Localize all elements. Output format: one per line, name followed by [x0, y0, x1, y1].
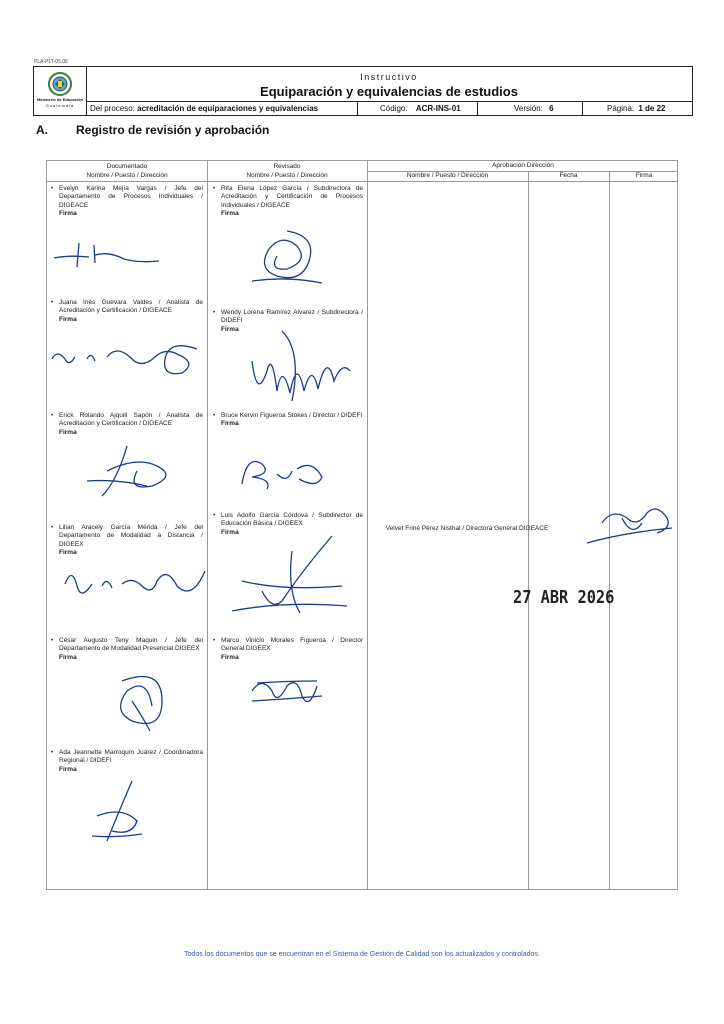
code-label: Código: [380, 104, 408, 113]
subheader-fecha: Fecha [559, 172, 578, 179]
process-value: acreditación de equiparaciones y equivalencias [137, 104, 319, 113]
revisado-entry: • Marco Vinicio Morales Figueroa / Director General DIGEEX Firma [213, 637, 363, 661]
subheader-nombre: Nombre / Puesto / Dirección [86, 172, 168, 179]
code-cell [358, 102, 478, 116]
document-header [33, 66, 693, 116]
signature-image [247, 221, 327, 291]
page-label: Página: [607, 104, 635, 113]
version-value: 6 [549, 104, 554, 113]
signature-image [247, 671, 327, 716]
revisado-entry: • Wendy Lorena Ramírez Alvarez / Subdirectora / DIDEFI Firma [213, 309, 363, 333]
signature-image [582, 493, 678, 553]
ministry-logo [34, 67, 87, 115]
signature-image [77, 776, 157, 851]
code-value: ACR-INS-01 [415, 104, 461, 113]
signature-table [46, 160, 678, 890]
signature-image [57, 556, 207, 611]
section-title-text: Registro de revisión y aprobación [76, 123, 270, 137]
signature-image [77, 441, 197, 501]
row-divider [47, 181, 677, 182]
section-heading [36, 123, 269, 137]
header-aprobacion: Aprobación Dirección [492, 162, 554, 169]
version-cell [478, 102, 583, 116]
logo-country: Guatemala [45, 103, 75, 108]
revisado-entry: • Bruce Kervin Figueroa Stokes / Director / DIDEFI Firma [213, 412, 363, 428]
document-code: PLA-PLT-05.06 [34, 59, 68, 65]
process-label: Del proceso: [90, 104, 135, 113]
document-footer: Todos los documentos que se encuentran en el Sistema de Gestión de Calidad son los actualizados y controlados. [184, 951, 540, 958]
header-revisado: Revisado [273, 163, 301, 170]
documentado-entry: • Juana Inés Guevara Valdes / Analista de Acreditación y Certificación / DIGEACE Firma [51, 299, 203, 323]
header-documentado: Documentado [106, 163, 148, 170]
page-value: 1 de 22 [638, 104, 666, 113]
page-cell [583, 102, 692, 116]
documentado-entry: • Ada Jeannette Marroquín Juárez / Coordinadora Regional / DIDEFI Firma [51, 749, 203, 773]
signature-image [242, 321, 362, 411]
signature-image [102, 661, 182, 741]
signature-image [49, 233, 179, 273]
version-label: Versión: [514, 104, 543, 113]
logo-ministry-name: Ministerio de Educación [36, 97, 83, 102]
header-info-row [86, 101, 692, 116]
documentado-entry: • Erick Rolando Ajquill Sapón / Analista de Acreditación y Certificación / DIGEACE Firma [51, 412, 203, 436]
subheader-nombre: Nombre / Puesto / Dirección [246, 172, 328, 179]
documentado-entry: • Evelyn Karina Mejía Vargas / Jefe del Departamento de Procesos Individuales / DIGEACE Firma [51, 185, 203, 217]
process-cell [86, 102, 358, 116]
section-letter: A. [36, 123, 48, 137]
document-type: Instructivo [360, 72, 418, 82]
column-divider [207, 161, 208, 889]
revisado-entry: • Rita Elena López García / Subdirectora de Acreditación y Certificación de Procesos Individuales / DIGEACE Firma [213, 185, 363, 217]
approver-name: Velvet Friné Pérez Nisthal / Directora General DIGEACE [385, 525, 549, 532]
signature-image [222, 531, 352, 621]
subheader-firma: Firma [635, 172, 653, 179]
signature-image [237, 449, 337, 494]
documentado-entry: • Lilian Aracely García Mérida / Jefe del Departamento de Modalidad a Distancia / DIGEEX Firma [51, 524, 203, 556]
subheader-nombre: Nombre / Puesto / Dirección [406, 172, 489, 179]
document-title: Equiparación y equivalencias de estudios [260, 84, 518, 99]
signature-image [47, 329, 207, 379]
approval-date-stamp: 27 ABR 2026 [513, 587, 615, 608]
coat-of-arms-icon [46, 71, 74, 97]
documentado-entry: • César Augusto Teny Maquin / Jefe del Departamento de Modalidad Presencial DIGEEX Firma [51, 637, 203, 661]
revisado-entry: • Luis Adolfo García Córdova / Subdirector de Educación Básica / DIGEEX Firma [213, 512, 363, 536]
column-divider [367, 161, 368, 889]
